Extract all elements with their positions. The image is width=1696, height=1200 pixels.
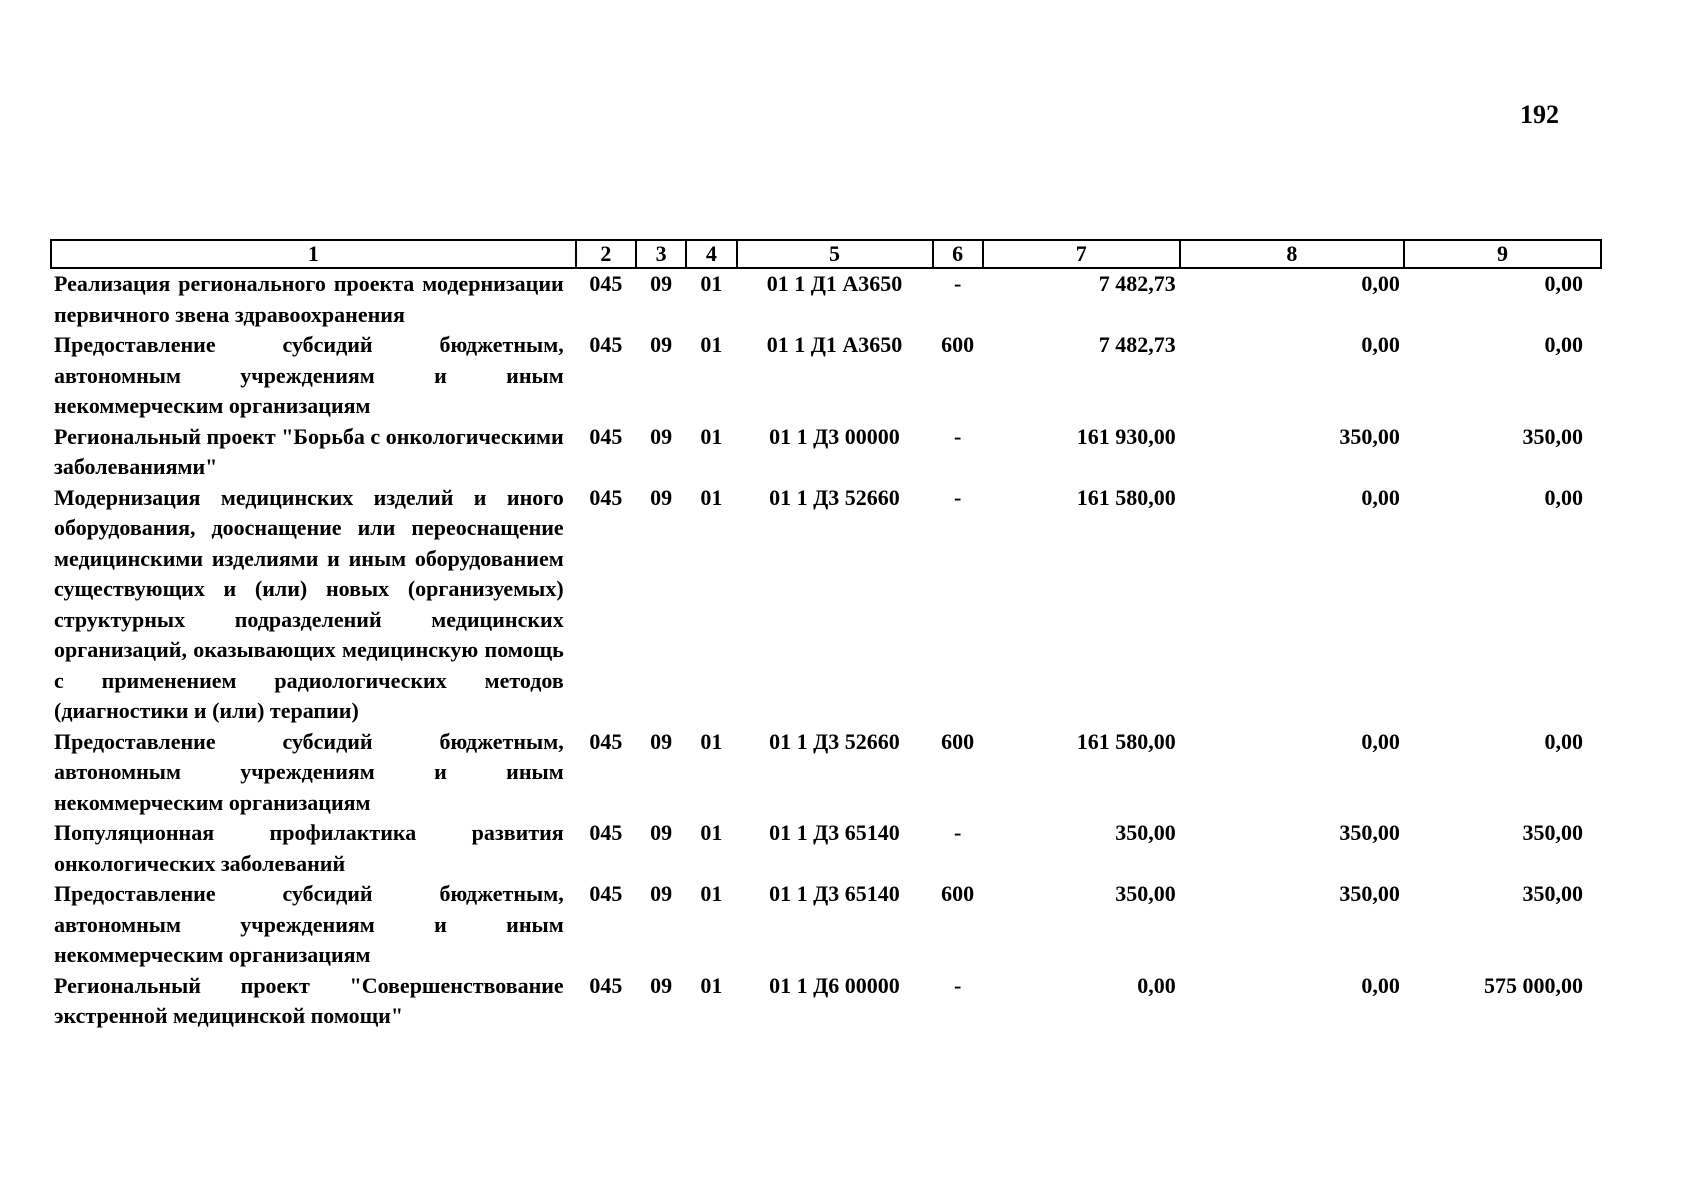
row-name: Модернизация медицинских изделий и иного оборудования, дооснащение или переоснащение медицинскими изделиями и иным оборудованием существующих и (или) новых (организуемых) структурных подразделений медицинских организаций, оказывающих медицинскую помощь с применением радиологических методов (диагностики и (или) терапии)	[54, 484, 564, 723]
row-col-7: 7 482,73	[1098, 332, 1176, 357]
row-col-2: 045	[589, 332, 623, 357]
row-name: Предоставление субсидий бюджетным, автономным учреждениям и иным некоммерческим организациям	[54, 332, 564, 418]
row-col-7: 0,00	[1137, 972, 1176, 998]
row-col-9: 575 000,00	[1484, 972, 1583, 998]
row-name: Региональный проект "Совершенствование экстренной медицинской помощи"	[54, 972, 564, 1028]
header-col-4: 4	[686, 240, 736, 268]
table-body	[51, 268, 1601, 1032]
header-col-1: 1	[51, 240, 576, 268]
row-col-2: 045	[589, 423, 623, 449]
row-col-5: 01 1 Д1 А3650	[766, 271, 903, 296]
row-col-8: 350,00	[1339, 820, 1400, 845]
row-col-5: 01 1 Д3 52660	[769, 728, 900, 754]
row-col-3: 09	[650, 484, 673, 510]
row-col-7: 161 580,00	[1076, 484, 1176, 510]
row-col-3: 09	[650, 332, 673, 357]
row-col-6: -	[953, 972, 962, 998]
table-row	[51, 818, 1601, 879]
table-row	[51, 268, 1601, 330]
table-row	[51, 879, 1601, 971]
row-col-5: 01 1 Д6 00000	[769, 972, 900, 998]
header-col-6: 6	[933, 240, 983, 268]
row-name: Региональный проект "Борьба с онкологическими заболеваниями"	[54, 423, 564, 479]
row-col-6: -	[953, 484, 962, 510]
row-col-8: 0,00	[1361, 271, 1400, 296]
row-col-8: 0,00	[1361, 484, 1400, 510]
row-col-5: 01 1 Д3 65140	[769, 820, 900, 845]
row-col-5: 01 1 Д3 52660	[769, 484, 900, 510]
table-row	[51, 422, 1601, 483]
header-col-2: 2	[576, 240, 636, 268]
row-col-3: 09	[650, 271, 673, 296]
header-col-9: 9	[1404, 240, 1601, 268]
row-col-4: 01	[700, 972, 723, 998]
row-name: Популяционная профилактика развития онкологических заболеваний	[54, 820, 564, 876]
row-col-6: 600	[941, 728, 975, 754]
row-col-9: 0,00	[1544, 332, 1583, 357]
table-row	[51, 330, 1601, 422]
row-col-8: 350,00	[1339, 881, 1400, 906]
table-row	[51, 727, 1601, 819]
row-col-6: -	[953, 271, 962, 296]
row-col-3: 09	[650, 728, 673, 754]
header-col-7: 7	[983, 240, 1180, 268]
row-col-7: 161 580,00	[1076, 728, 1176, 754]
row-col-2: 045	[589, 972, 623, 998]
header-row	[51, 240, 1601, 268]
row-col-4: 01	[700, 820, 723, 845]
row-col-2: 045	[589, 820, 623, 845]
row-col-2: 045	[589, 881, 623, 906]
row-col-5: 01 1 Д3 65140	[769, 881, 900, 906]
row-col-9: 350,00	[1522, 820, 1583, 845]
row-col-4: 01	[700, 332, 723, 357]
row-col-5: 01 1 Д3 00000	[769, 423, 900, 449]
row-col-3: 09	[650, 881, 673, 906]
row-col-6: 600	[941, 332, 975, 357]
row-col-9: 350,00	[1522, 423, 1583, 449]
row-col-2: 045	[589, 271, 623, 296]
row-col-7: 350,00	[1115, 881, 1176, 906]
row-col-9: 0,00	[1544, 484, 1583, 510]
row-col-7: 7 482,73	[1098, 271, 1176, 296]
row-col-8: 0,00	[1361, 972, 1400, 998]
header-col-5: 5	[737, 240, 933, 268]
row-col-4: 01	[700, 423, 723, 449]
row-col-3: 09	[650, 423, 673, 449]
row-name: Предоставление субсидий бюджетным, автономным учреждениям и иным некоммерческим организациям	[54, 881, 564, 967]
page-number: 192	[1520, 100, 1559, 129]
row-col-4: 01	[700, 728, 723, 754]
row-col-7: 161 930,00	[1076, 423, 1176, 449]
header-col-3: 3	[636, 240, 686, 268]
row-col-6: -	[953, 820, 962, 845]
row-col-4: 01	[700, 271, 723, 296]
row-col-3: 09	[650, 972, 673, 998]
budget-table	[50, 239, 1602, 1032]
row-name: Реализация регионального проекта модернизации первичного звена здравоохранения	[54, 271, 564, 327]
row-col-8: 0,00	[1361, 728, 1400, 754]
row-col-8: 350,00	[1339, 423, 1400, 449]
table-row	[51, 483, 1601, 727]
row-col-5: 01 1 Д1 А3650	[766, 332, 903, 357]
row-col-7: 350,00	[1115, 820, 1176, 845]
row-col-6: -	[953, 423, 962, 449]
row-col-9: 350,00	[1522, 881, 1583, 906]
row-col-9: 0,00	[1544, 271, 1583, 296]
row-col-2: 045	[589, 484, 623, 510]
row-col-8: 0,00	[1361, 332, 1400, 357]
row-name: Предоставление субсидий бюджетным, автономным учреждениям и иным некоммерческим организациям	[54, 728, 564, 815]
row-col-9: 0,00	[1544, 728, 1583, 754]
row-col-3: 09	[650, 820, 673, 845]
table-header	[51, 240, 1601, 268]
row-col-2: 045	[589, 728, 623, 754]
row-col-6: 600	[941, 881, 975, 906]
row-col-4: 01	[700, 484, 723, 510]
header-col-8: 8	[1180, 240, 1404, 268]
row-col-4: 01	[700, 881, 723, 906]
table-row	[51, 971, 1601, 1032]
